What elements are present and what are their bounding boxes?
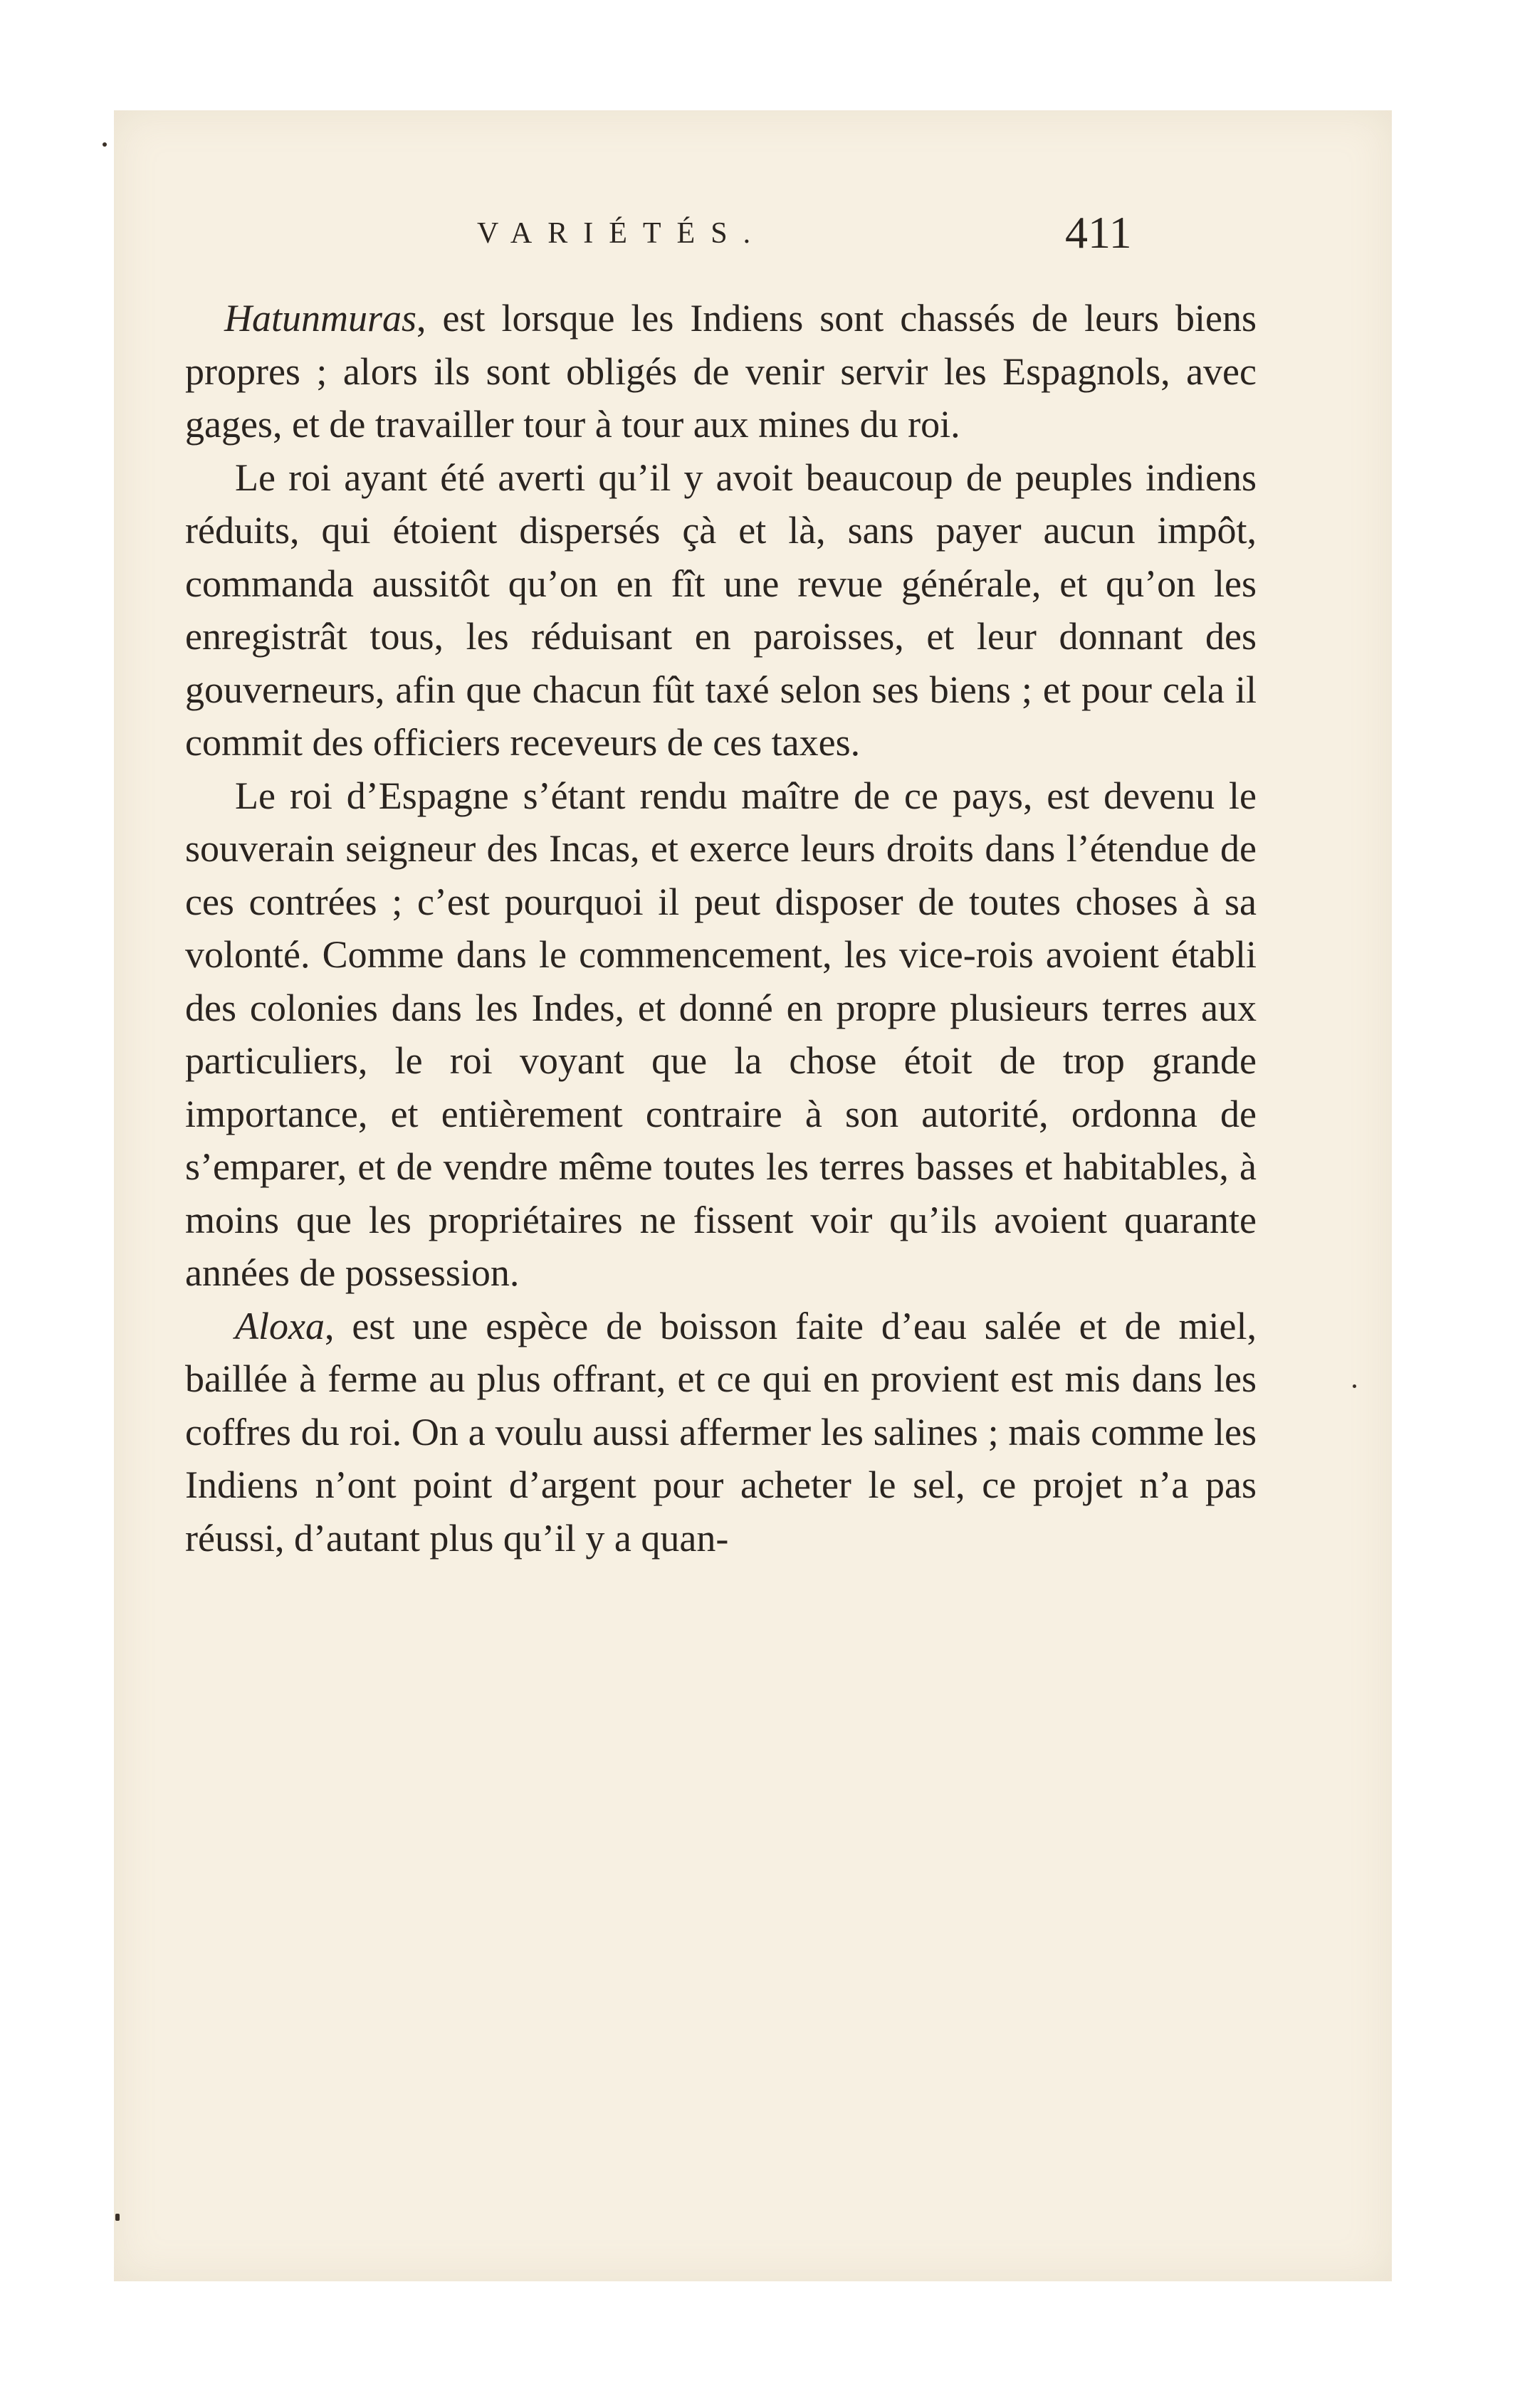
paragraph-2-text: Le roi ayant été averti qu’il y avoit beaucoup de peuples indiens réduits, qui étoient dispersés çà et là, sans payer aucun impôt, commanda aussitôt qu’on en fît une revue générale, et qu’on les enregistrât tous, les réduisant en paroisses, et leur donnant des gouverneurs, afin que chacun fût taxé selon ses biens ; et pour cela il commit des officiers receveurs de ces taxes. <box>185 456 1257 764</box>
running-head <box>114 206 1392 263</box>
ink-speck <box>103 142 107 147</box>
paragraph-4 <box>185 1300 1257 1565</box>
paragraph-3-text: Le roi d’Espagne s’étant rendu maître de ce pays, est devenu le souverain seigneur des Incas, et exerce leurs droits dans l’étendue de ces contrées ; c’est pourquoi il peut disposer de toutes choses à sa volonté. Comme dans le commencement, les vice-rois avoient établi des colonies dans les Indes, et donné en propre plusieurs terres aux particuliers, le roi voyant que la chose étoit de trop grande importance, et entièrement contraire à son autorité, ordonna de s’emparer, et de vendre même toutes les terres basses et habitables, à moins que les propriétaires ne fissent voir qu’ils avoient quarante années de possession. <box>185 774 1257 1294</box>
page-number: 411 <box>1065 207 1132 258</box>
paragraph-1-text: , est lorsque les Indiens sont chassés de leurs biens propres ; alors ils sont obligés de venir servir les Espagnols, avec gages, et de travailler tour à tour aux mines du roi. <box>185 297 1257 446</box>
paragraph-4-text: , est une espèce de boisson faite d’eau salée et de miel, baillée à ferme au plus offrant, et ce qui en provient est mis dans les coffres du roi. On a voulu aussi affermer les salines ; mais comme les Indiens n’ont point d’argent pour acheter le sel, ce projet n’a pas réussi, d’autant plus qu’il y a quan- <box>185 1304 1257 1560</box>
book-page <box>114 110 1392 2281</box>
body-text <box>185 292 1257 1565</box>
paragraph-3 <box>185 769 1257 1300</box>
paragraph-2 <box>185 451 1257 769</box>
ink-speck <box>1353 1384 1356 1388</box>
ink-speck <box>115 2214 120 2221</box>
paragraph-1 <box>185 292 1257 451</box>
term-aloxa: Aloxa <box>235 1304 325 1347</box>
running-title: VARIÉTÉS. <box>477 217 767 250</box>
term-hatunmuras: Hatunmuras <box>224 297 417 340</box>
